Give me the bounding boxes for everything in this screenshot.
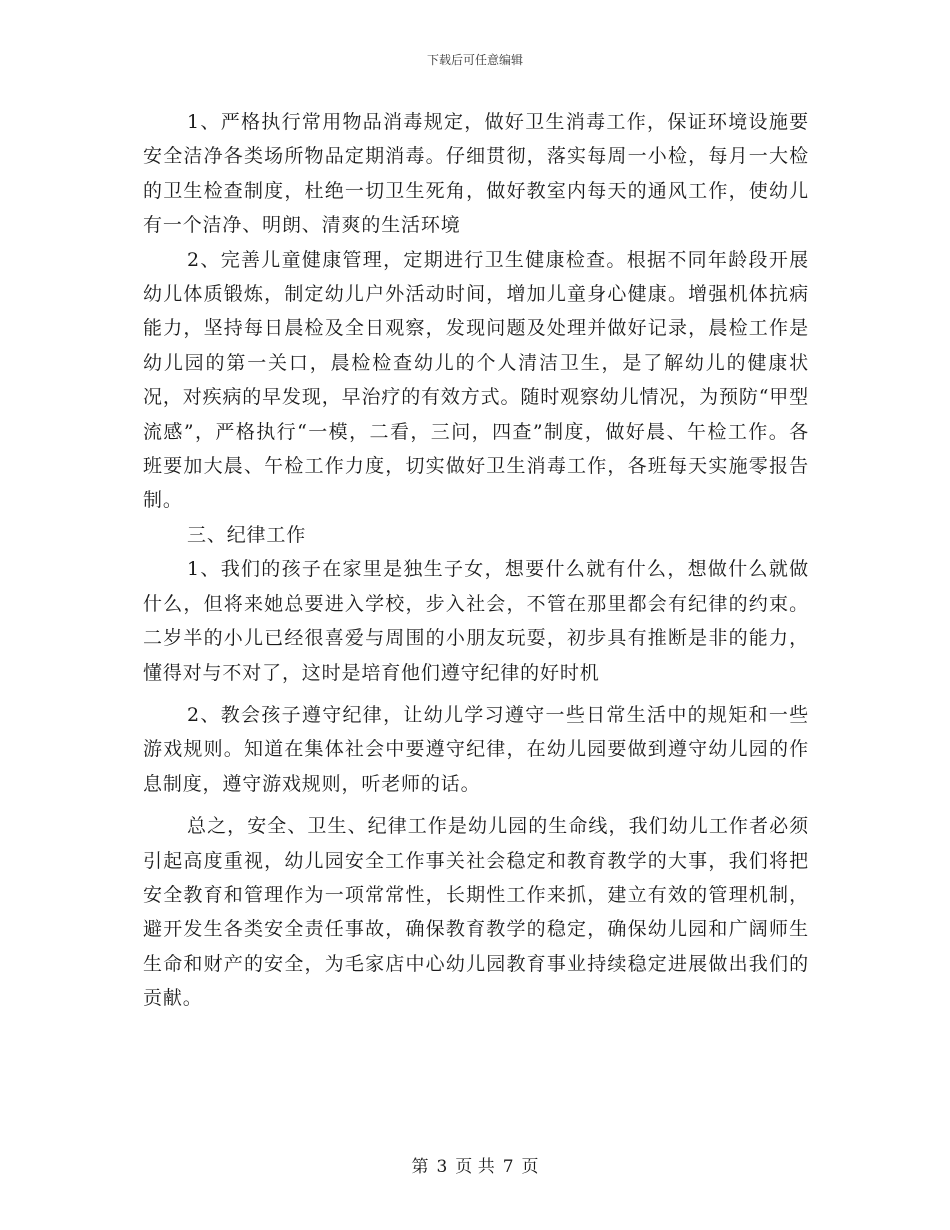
- page-total: 7: [502, 1157, 514, 1177]
- page-prefix: 第: [411, 1157, 429, 1177]
- section-heading-discipline: 三、纪律工作: [187, 523, 307, 546]
- document-body: [143, 105, 809, 1016]
- page-header-note: 下载后可任意编辑: [426, 53, 523, 67]
- paragraph-discipline-1: 1、我们的孩子在家里是独生子女，想要什么就有什么，想做什么就做什么，但将来她总要进入学校，步入社会，不管在那里都会有纪律的约束。二岁半的小儿已经很喜爱与周围的小朋友玩耍，初步具有推断是非的能力，懂得对与不对了，这时是培育他们遵守纪律的好时机: [143, 558, 809, 684]
- page-middle: 页 共: [455, 1157, 495, 1177]
- paragraph-summary: 总之，安全、卫生、纪律工作是幼儿园的生命线，我们幼儿工作者必须引起高度重视，幼儿园安全工作事关社会稳定和教育教学的大事，我们将把安全教育和管理作为一项常常性，长期性工作来抓，建立有效的管理机制，避开发生各类安全责任事故，确保教育教学的稳定，确保幼儿园和广阔师生生命和财产的安全，为毛家店中心幼儿园教育事业持续稳定进展做出我们的贡献。: [143, 815, 809, 1010]
- page-suffix: 页: [521, 1157, 539, 1177]
- page-current: 3: [436, 1157, 448, 1177]
- page-footer: [0, 1156, 950, 1178]
- paragraph-discipline-2: 2、教会孩子遵守纪律，让幼儿学习遵守一些日常生活中的规矩和一些游戏规则。知道在集体社会中要遵守纪律，在幼儿园要做到遵守幼儿园的作息制度，遵守游戏规则，听老师的话。: [143, 703, 809, 795]
- paragraph-disinfection: 1、严格执行常用物品消毒规定，做好卫生消毒工作，保证环境设施要安全洁净各类场所物品定期消毒。仔细贯彻，落实每周一小检，每月一大检的卫生检查制度，杜绝一切卫生死角，做好教室内每天的通风工作，使幼儿有一个洁净、明朗、清爽的生活环境: [143, 111, 809, 237]
- paragraph-health-management: 2、完善儿童健康管理，定期进行卫生健康检查。根据不同年龄段开展幼儿体质锻炼，制定幼儿户外活动时间，增加儿童身心健康。增强机体抗病能力，坚持每日晨检及全日观察，发现问题及处理并做好记录，晨检工作是幼儿园的第一关口，晨检检查幼儿的个人清洁卫生，是了解幼儿的健康状况，对疾病的早发现，早治疗的有效方式。随时观察幼儿情况，为预防“甲型流感”，严格执行“一模，二看，三问，四查”制度，做好晨、午检工作。各班要加大晨、午检工作力度，切实做好卫生消毒工作，各班每天实施零报告制。: [143, 248, 809, 512]
